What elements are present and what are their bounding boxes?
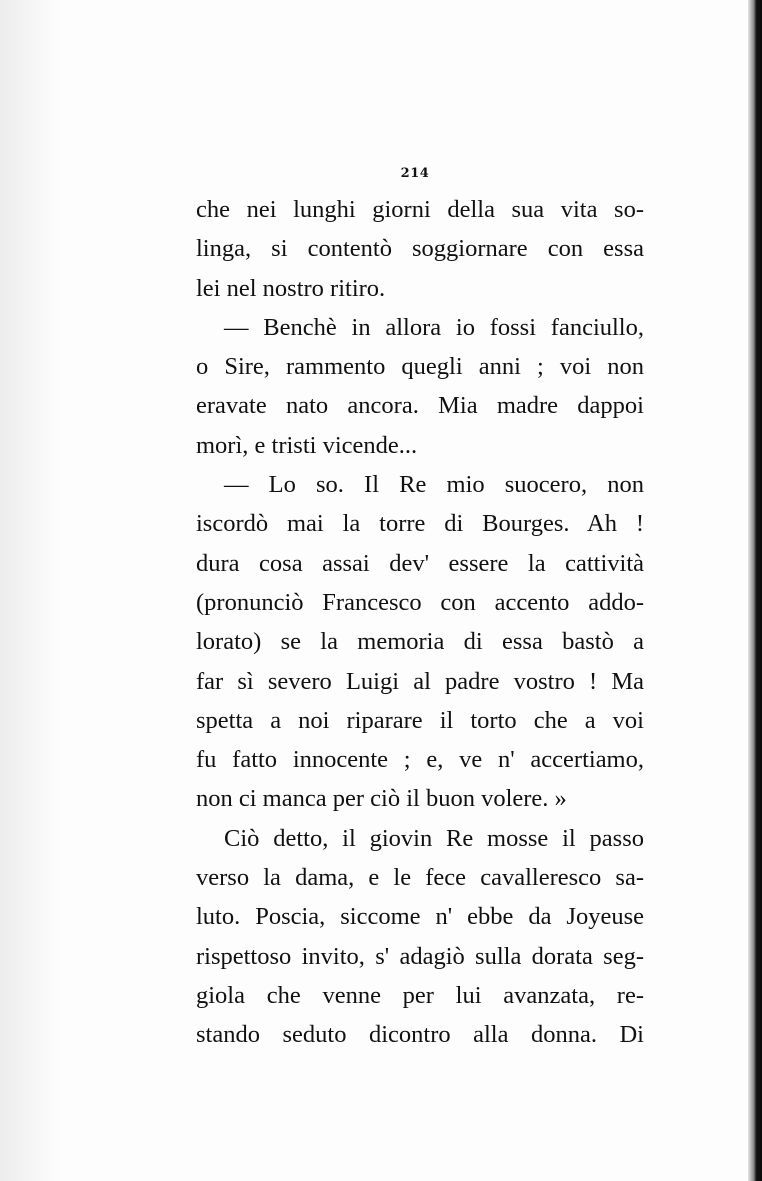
- text-line: dura cosa assai dev' essere la cattività: [196, 549, 644, 577]
- text-line: — Benchè in allora io fossi fanciullo,: [224, 313, 644, 341]
- text-line: Ciò detto, il giovin Re mosse il passo: [224, 824, 644, 852]
- text-line: luto. Poscia, siccome n' ebbe da Joyeuse: [196, 903, 644, 931]
- text-line: verso la dama, e le fece cavalleresco sa-: [196, 864, 644, 892]
- text-line: o Sire, rammento quegli anni ; voi non: [196, 353, 644, 381]
- text-line: lorato) se la memoria di essa bastò a: [196, 628, 644, 656]
- text-line: morì, e tristi vicende...: [196, 431, 418, 459]
- text-line: linga, si contentò soggiornare con essa: [196, 235, 644, 263]
- text-line: eravate nato ancora. Mia madre dappoi: [196, 392, 644, 420]
- text-line: non ci manca per ciò il buon volere. »: [196, 785, 567, 813]
- page-number: 214: [400, 166, 430, 181]
- text-line: spetta a noi riparare il torto che a voi: [196, 706, 644, 734]
- body-text: [196, 190, 644, 1055]
- text-line: — Lo so. Il Re mio suocero, non: [224, 471, 644, 499]
- text-line: far sì severo Luigi al padre vostro ! Ma: [196, 667, 644, 695]
- text-line: fu fatto innocente ; e, ve n' accertiamo,: [196, 746, 644, 774]
- text-line: che nei lunghi giorni della sua vita so-: [196, 196, 644, 223]
- text-line: iscordò mai la torre di Bourges. Ah !: [196, 510, 644, 538]
- text-line: rispettoso invito, s' adagiò sulla dorata seg-: [196, 942, 644, 970]
- text-line: (pronunciò Francesco con accento addo-: [196, 588, 644, 616]
- text-line: lei nel nostro ritiro.: [196, 274, 386, 302]
- text-line: giola che venne per lui avanzata, re-: [196, 981, 644, 1009]
- text-line: stando seduto dicontro alla donna. Di: [196, 1021, 644, 1049]
